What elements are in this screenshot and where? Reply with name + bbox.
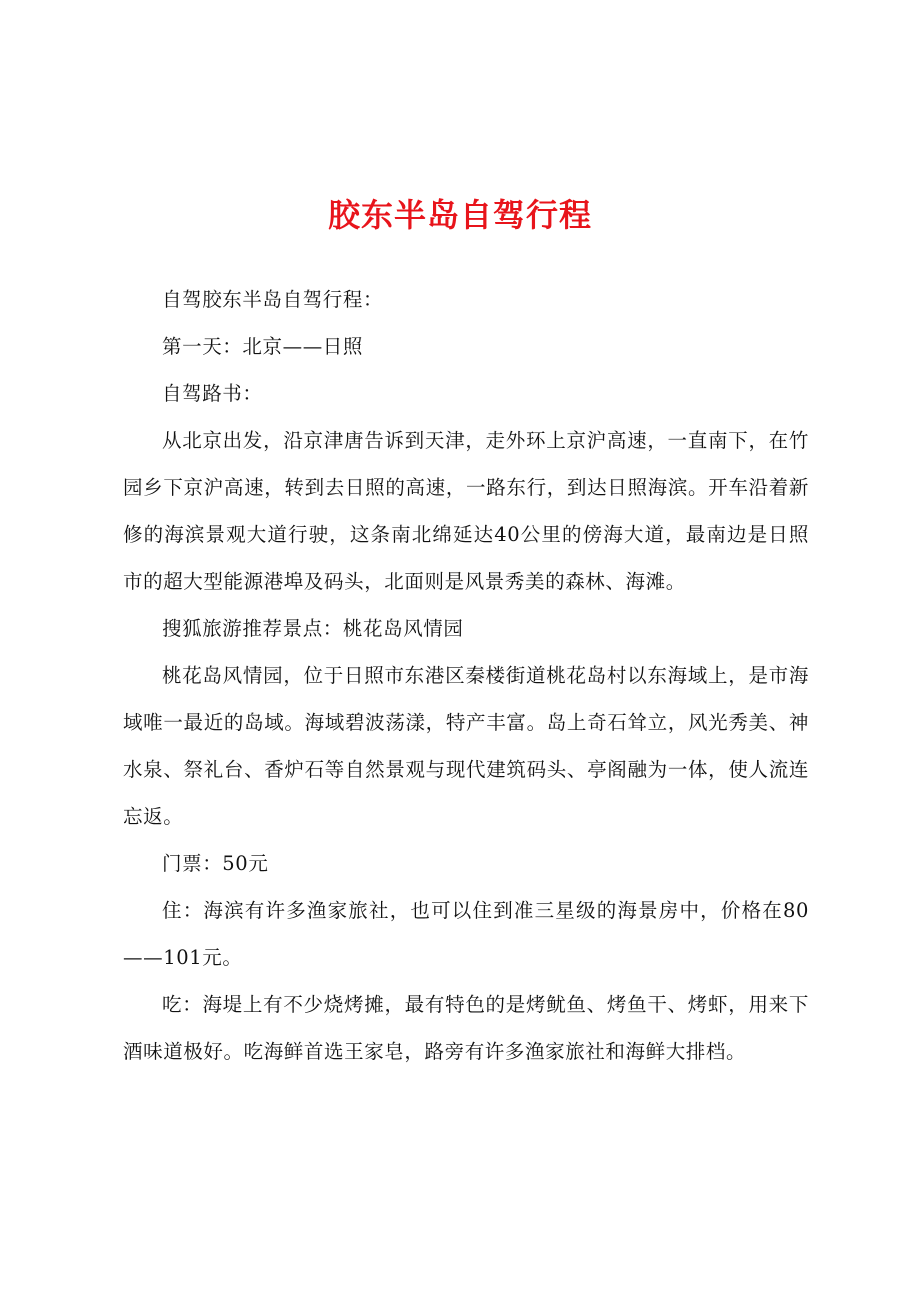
paragraph-food: 吃：海堤上有不少烧烤摊，最有特色的是烤鱿鱼、烤鱼干、烤虾，用来下酒味道极好。吃海鲜首选王家皂，路旁有许多渔家旅社和海鲜大排档。 — [123, 993, 809, 1063]
paragraph-ticket: 门票：50元 — [162, 852, 269, 875]
document-title: 胶东半岛自驾行程 — [327, 196, 592, 234]
paragraph-spot-description: 桃花岛风情园，位于日照市东港区秦楼街道桃花岛村以东海域上，是市海域唯一最近的岛域。海域碧波荡漾，特产丰富。岛上奇石耸立，风光秀美、神水泉、祭礼台、香炉石等自然景观与现代建筑码头、亭阁融为一体，使人流连忘返。 — [123, 664, 809, 828]
paragraph-day-one: 第一天：北京——日照 — [162, 335, 364, 358]
paragraph-roadbook-label: 自驾路书： — [162, 382, 263, 405]
paragraph-lodging: 住：海滨有许多渔家旅社，也可以住到准三星级的海景房中，价格在80——101元。 — [123, 899, 809, 969]
paragraph-intro: 自驾胶东半岛自驾行程： — [162, 288, 384, 311]
paragraph-route: 从北京出发，沿京津唐告诉到天津，走外环上京沪高速，一直南下，在竹园乡下京沪高速，转到去日照的高速，一路东行，到达日照海滨。开车沿着新修的海滨景观大道行驶，这条南北绵延达40公里的傍海大道，最南边是日照市的超大型能源港埠及码头，北面则是风景秀美的森林、海滩。 — [123, 429, 809, 593]
paragraph-recommended-spot: 搜狐旅游推荐景点：桃花岛风情园 — [162, 617, 464, 640]
document-body — [123, 276, 809, 1075]
